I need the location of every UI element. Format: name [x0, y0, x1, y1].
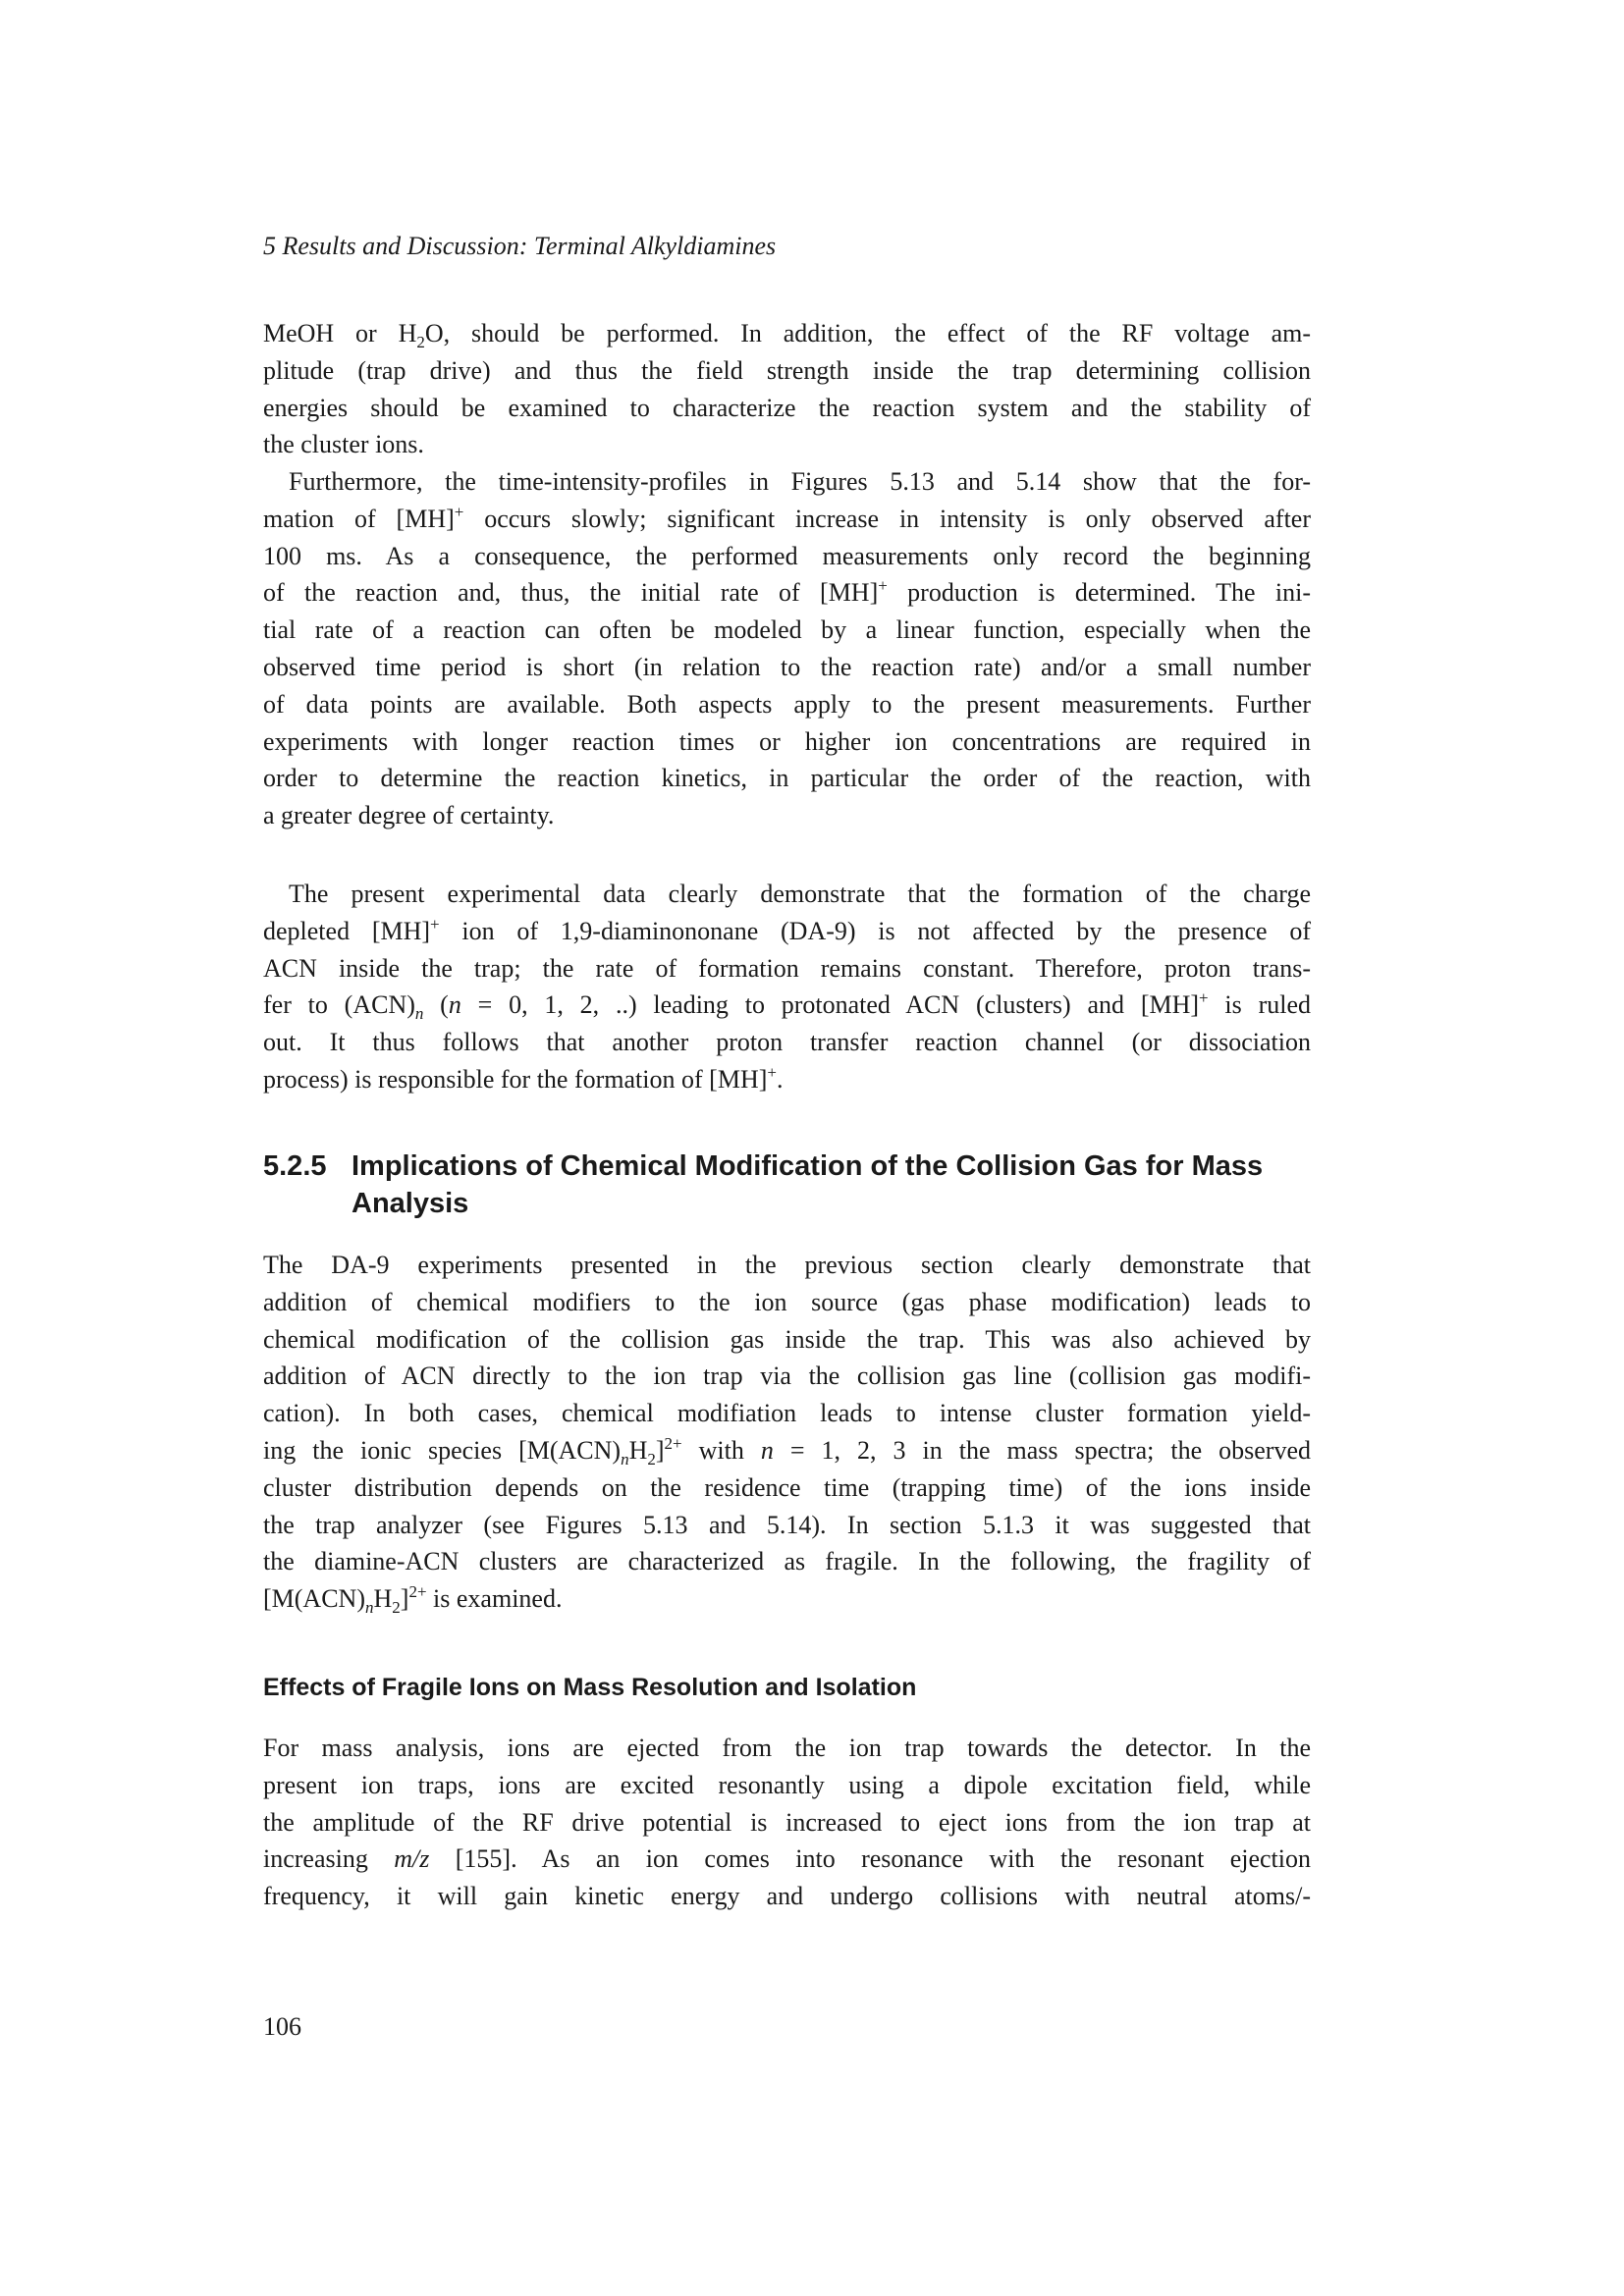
- paragraph-3: [263, 876, 1311, 1098]
- text-run: [155]. As an ion comes into resonance with the resonant ejection: [429, 1844, 1311, 1874]
- text-line: [263, 797, 1311, 834]
- text-run: Furthermore, the time-intensity-profiles in Figures 5.13 and 5.14 show that the for-: [289, 467, 1311, 496]
- text-run: cluster distribution depends on the residence time (trapping time) of the ions inside: [263, 1472, 1311, 1502]
- text-line: [263, 463, 1311, 501]
- text-run: cation). In both cases, chemical modifiation leads to intense cluster formation yield-: [263, 1399, 1311, 1428]
- text-run: n: [621, 1449, 629, 1468]
- text-run: production is determined. The ini-: [887, 578, 1311, 608]
- text-run: ion of 1,9-diaminononane (DA-9) is not affected by the presence of: [439, 916, 1312, 945]
- text-run: experiments with longer reaction times or higher ion concentrations are required in: [263, 726, 1311, 756]
- text-run: 2: [392, 1598, 401, 1618]
- text-run: energies should be examined to characterize the reaction system and the stability of: [263, 393, 1311, 422]
- text-run: plitude (trap drive) and thus the field strength inside the trap determining collision: [263, 355, 1311, 385]
- text-run: the diamine-ACN clusters are characterized as fragile. In the following, the fragility of: [263, 1547, 1311, 1576]
- text-run: The present experimental data clearly demonstrate that the formation of the charge: [289, 880, 1311, 908]
- text-run: 100 ms. As a consequence, the performed measurements only record the beginning: [263, 541, 1311, 570]
- text-line: [263, 612, 1311, 649]
- text-run: tial rate of a reaction can often be modeled by a linear function, especially when the: [263, 615, 1311, 645]
- text-line: [263, 1730, 1311, 1767]
- text-run: The DA-9 experiments presented in the previous section clearly demonstrate that: [263, 1251, 1311, 1279]
- text-run: [M(ACN): [263, 1584, 365, 1614]
- text-run: = 1, 2, 3 in the mass spectra; the observed: [773, 1435, 1311, 1465]
- text-line: [263, 987, 1311, 1024]
- text-line: [263, 1284, 1311, 1321]
- text-run: n: [760, 1435, 774, 1465]
- text-run: H: [628, 1435, 648, 1465]
- text-line: [263, 950, 1311, 988]
- text-run: +: [454, 502, 464, 521]
- paragraph-5: [263, 1730, 1311, 1915]
- text-run: addition of ACN directly to the ion trap via the collision gas line (collision gas modifi-: [263, 1362, 1311, 1391]
- text-line: [263, 649, 1311, 686]
- text-run: ]: [655, 1435, 665, 1465]
- text-run: the amplitude of the RF drive potential is increased to eject ions from the ion trap at: [263, 1807, 1311, 1837]
- text-run: 2+: [408, 1582, 427, 1602]
- text-line: [263, 1024, 1311, 1061]
- text-run: mation of [MH]: [263, 504, 455, 533]
- text-line: [263, 1061, 1311, 1098]
- text-run: 2: [647, 1449, 656, 1468]
- text-line: [263, 876, 1311, 913]
- text-line: [263, 686, 1311, 723]
- text-run: addition of chemical modifiers to the ion source (gas phase modification) leads to: [263, 1287, 1311, 1316]
- text-line: [263, 352, 1311, 390]
- text-line: [263, 1841, 1311, 1878]
- text-run: the trap analyzer (see Figures 5.13 and 5.14). In section 5.1.3 it was suggested that: [263, 1510, 1311, 1539]
- text-line: [263, 723, 1311, 761]
- text-line: [263, 1395, 1311, 1432]
- text-run: process) is responsible for the formation of [MH]: [263, 1064, 768, 1094]
- text-run: present ion traps, ions are excited resonantly using a dipole excitation field, while: [263, 1770, 1311, 1799]
- text-line: [263, 501, 1311, 538]
- text-run: (: [423, 990, 449, 1020]
- text-line: [263, 1543, 1311, 1580]
- text-line: [263, 1804, 1311, 1842]
- text-run: +: [430, 914, 440, 934]
- page-number: 106: [263, 2012, 301, 2041]
- text-run: +: [878, 576, 888, 596]
- text-line: [263, 1469, 1311, 1507]
- text-run: 2+: [664, 1433, 682, 1453]
- text-line: [263, 426, 1311, 463]
- text-run: occurs slowly; significant increase in intensity is only observed after: [463, 504, 1311, 533]
- text-line: [263, 1358, 1311, 1395]
- text-line: [263, 1767, 1311, 1804]
- text-run: of the reaction and, thus, the initial rate of [MH]: [263, 578, 879, 608]
- text-run: with: [681, 1435, 761, 1465]
- text-run: ACN inside the trap; the rate of formation remains constant. Therefore, proton trans-: [263, 953, 1311, 983]
- text-run: depleted [MH]: [263, 916, 431, 945]
- text-run: ]: [400, 1584, 409, 1614]
- text-run: O, should be performed. In addition, the effect of the RF voltage am-: [424, 319, 1311, 347]
- text-line: [263, 1580, 1311, 1618]
- text-run: order to determine the reaction kinetics, in particular the order of the reaction, with: [263, 764, 1311, 793]
- text-run: ing the ionic species [M(ACN): [263, 1435, 622, 1465]
- paragraph-4: [263, 1247, 1311, 1618]
- text-line: [263, 538, 1311, 575]
- text-run: .: [776, 1064, 784, 1094]
- text-line: [263, 574, 1311, 612]
- text-line: [263, 1878, 1311, 1915]
- text-line: [263, 390, 1311, 427]
- text-run: increasing: [263, 1844, 395, 1874]
- section-number: 5.2.5: [263, 1150, 327, 1182]
- text-run: observed time period is short (in relation to the reaction rate) and/or a small number: [263, 652, 1311, 681]
- text-run: chemical modification of the collision gas inside the trap. This was also achieved by: [263, 1324, 1311, 1354]
- text-run: frequency, it will gain kinetic energy and undergo collisions with neutral atoms/-: [263, 1882, 1311, 1911]
- text-run: is examined.: [426, 1584, 563, 1614]
- text-line: [263, 1507, 1311, 1544]
- subsection-heading: Effects of Fragile Ions on Mass Resolution and Isolation: [263, 1674, 917, 1701]
- text-line: [263, 1432, 1311, 1469]
- text-run: a greater degree of certainty.: [263, 801, 555, 830]
- text-run: is ruled: [1208, 990, 1311, 1020]
- text-run: For mass analysis, ions are ejected from the ion trap towards the detector. In the: [263, 1734, 1311, 1762]
- text-run: of data points are available. Both aspects apply to the present measurements. Further: [263, 689, 1311, 719]
- text-line: [263, 1321, 1311, 1359]
- paragraph-2: [263, 463, 1311, 834]
- text-run: MeOH or H: [263, 319, 417, 347]
- text-run: n: [448, 990, 461, 1020]
- text-run: out. It thus follows that another proton transfer reaction channel (or dissociation: [263, 1028, 1311, 1057]
- text-run: 2: [416, 333, 425, 351]
- text-line: [263, 1247, 1311, 1284]
- text-run: = 0, 1, 2, ..) leading to protonated ACN (clusters) and [MH]: [460, 990, 1200, 1020]
- text-line: [263, 760, 1311, 797]
- text-line: [263, 315, 1311, 352]
- text-run: +: [767, 1062, 777, 1082]
- text-run: m/z: [394, 1844, 430, 1874]
- text-run: n: [414, 1004, 424, 1024]
- running-header: 5 Results and Discussion: Terminal Alkyldiamines: [263, 232, 777, 260]
- text-run: the cluster ions.: [263, 430, 424, 459]
- section-title: Implications of Chemical Modification of the Collision Gas for Mass Analysis: [352, 1150, 1264, 1219]
- text-run: H: [373, 1584, 393, 1614]
- text-line: [263, 913, 1311, 950]
- text-run: fer to (ACN): [263, 990, 415, 1020]
- text-run: +: [1199, 988, 1209, 1008]
- paragraph-1: [263, 315, 1311, 463]
- text-run: n: [365, 1598, 374, 1618]
